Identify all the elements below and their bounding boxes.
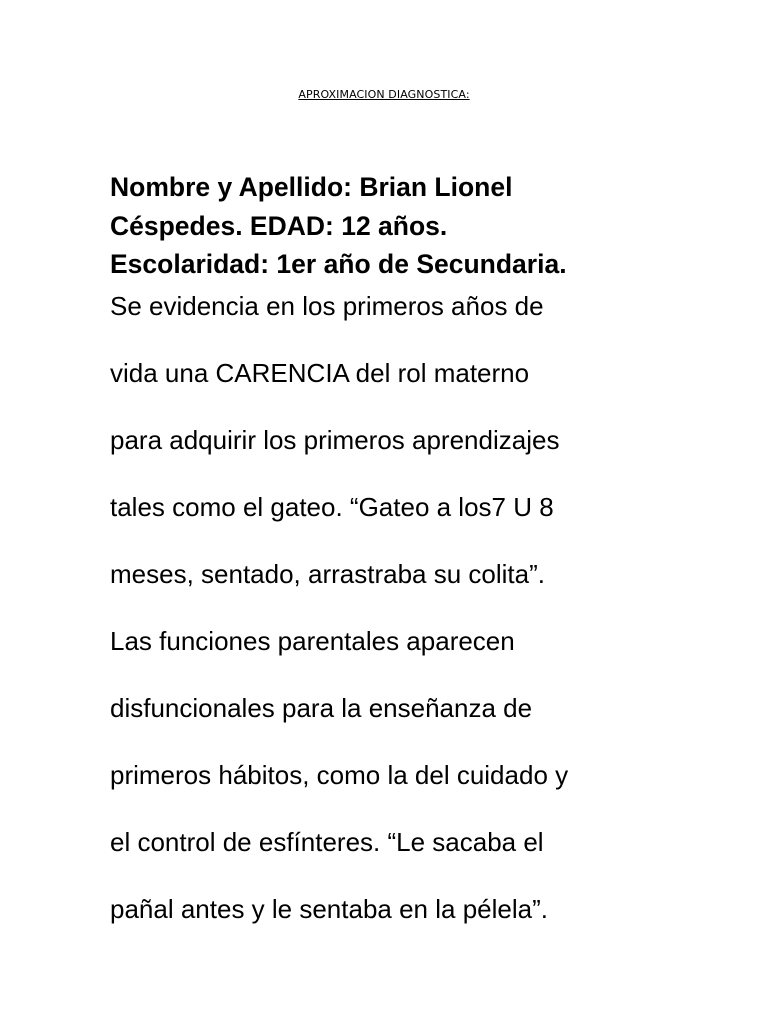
document-title: APROXIMACION DIAGNOSTICA:	[298, 88, 470, 101]
patient-info-block	[110, 168, 710, 284]
body-text-line: Las funciones parentales aparecen	[110, 626, 515, 656]
body-text-line: disfuncionales para la enseñanza de	[110, 693, 533, 723]
body-text-line: vida una CARENCIA del rol materno	[110, 358, 530, 388]
diagnostic-body-text	[110, 285, 730, 955]
patient-info-line: Escolaridad: 1er año de Secundaria.	[110, 249, 567, 279]
patient-info-line: Nombre y Apellido: Brian Lionel	[110, 172, 513, 202]
body-text-line: tales como el gateo. “Gateo a los7 U 8	[110, 492, 554, 522]
body-text-line: meses, sentado, arrastraba su colita”.	[110, 559, 545, 589]
body-text-line: pañal antes y le sentaba en la pélela”.	[110, 894, 548, 924]
body-text-line: Se evidencia en los primeros años de	[110, 291, 544, 321]
body-text-line: para adquirir los primeros aprendizajes	[110, 425, 560, 455]
patient-info-line: Céspedes. EDAD: 12 años.	[110, 210, 448, 241]
body-text-line: el control de esfínteres. “Le sacaba el	[110, 827, 544, 857]
body-text-line: primeros hábitos, como la del cuidado y	[110, 760, 569, 790]
